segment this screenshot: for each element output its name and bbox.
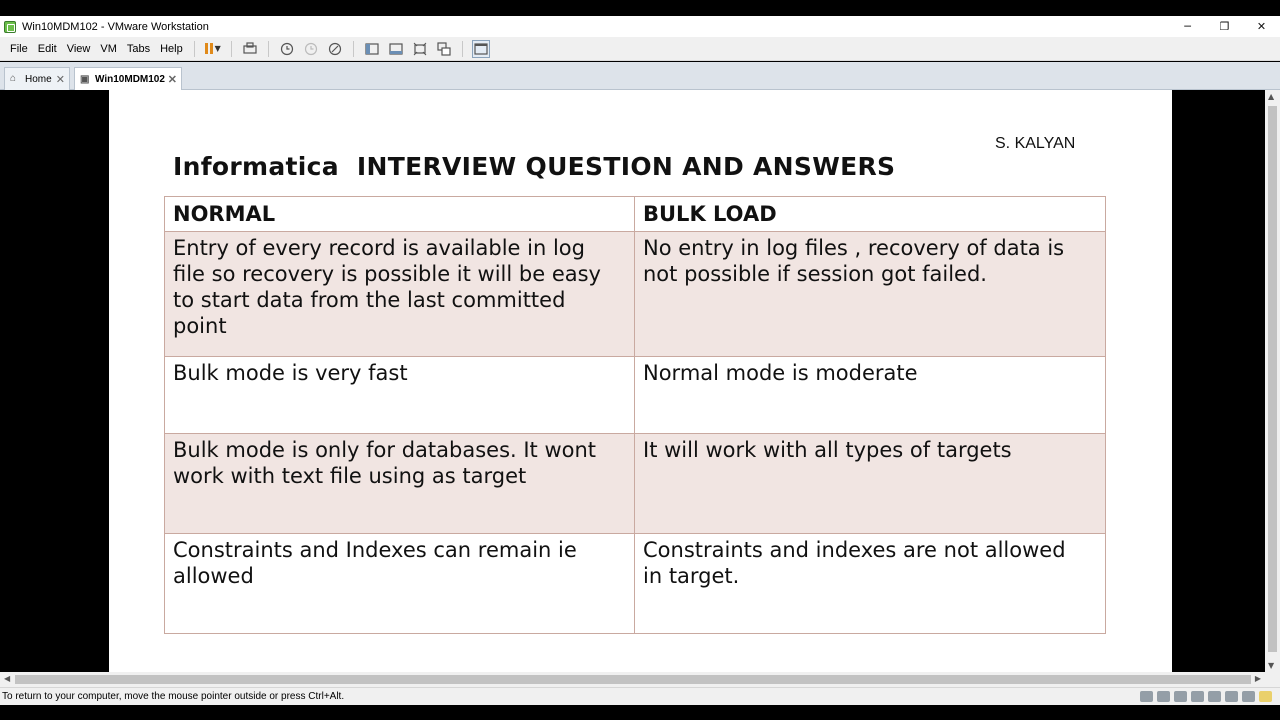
close-button[interactable]: ✕	[1256, 20, 1267, 33]
menu-tabs[interactable]: Tabs	[126, 42, 151, 55]
menu-toolbar	[0, 37, 1280, 61]
unity-icon	[437, 42, 451, 56]
pause-icon	[205, 43, 213, 54]
window-controls	[1169, 16, 1280, 37]
horizontal-scroll-thumb[interactable]	[15, 675, 1251, 684]
hard-disk-icon[interactable]	[1140, 691, 1153, 702]
header-normal: NORMAL	[165, 197, 635, 232]
toolbar-separator	[194, 41, 195, 57]
snapshot-manager-icon	[328, 42, 342, 56]
pause-button[interactable]	[204, 40, 222, 58]
slide	[109, 90, 1172, 672]
menu-edit[interactable]: Edit	[37, 42, 57, 55]
sound-card-icon[interactable]	[1208, 691, 1221, 702]
snapshot-button[interactable]	[278, 40, 296, 58]
toolbar-separator	[268, 41, 269, 57]
window-titlebar[interactable]	[0, 16, 1280, 37]
vertical-scroll-thumb[interactable]	[1268, 106, 1277, 652]
scrollbar-corner	[1265, 672, 1280, 687]
status-bar	[0, 687, 1280, 705]
window-title: Win10MDM102 - VMware Workstation	[22, 20, 209, 33]
horizontal-scrollbar[interactable]	[0, 672, 1265, 687]
menu-file[interactable]: File	[10, 42, 28, 55]
toolbar-separator	[353, 41, 354, 57]
menu-view[interactable]: View	[66, 42, 91, 55]
table-cell: Entry of every record is available in log file so recovery is possible it will be easy to start data from the last committed point	[165, 232, 635, 357]
printer-icon[interactable]	[1225, 691, 1238, 702]
console-view-icon	[474, 42, 488, 56]
minimize-button[interactable]: ─	[1184, 20, 1191, 33]
usb-controller-icon[interactable]	[1191, 691, 1204, 702]
close-icon[interactable]: ✕	[167, 74, 177, 86]
slide-title: Informatica INTERVIEW QUESTION AND ANSWERS	[173, 152, 896, 181]
table-header-row	[165, 197, 1106, 232]
table-row	[165, 434, 1106, 534]
bottom-black-bar	[0, 705, 1280, 720]
slide-author: S. KALYAN	[995, 135, 1076, 152]
console-view-button[interactable]	[472, 40, 490, 58]
vm-icon: ▣	[80, 73, 90, 85]
toolbar-separator	[462, 41, 463, 57]
chevron-down-icon[interactable]: ▼	[214, 44, 221, 53]
menu-help[interactable]: Help	[160, 42, 183, 55]
comparison-table	[164, 196, 1106, 634]
close-icon[interactable]: ✕	[55, 74, 65, 86]
cd-dvd-icon[interactable]	[1157, 691, 1170, 702]
keyboard-icon	[243, 42, 257, 56]
tab-win10mdm102[interactable]	[74, 67, 182, 91]
tab-vm-label: Win10MDM102	[95, 74, 165, 85]
home-icon: ⌂	[10, 73, 17, 84]
table-cell: Bulk mode is only for databases. It wont work with text file using as target	[165, 434, 635, 534]
tab-bar	[0, 62, 1280, 90]
top-black-bar	[0, 0, 1280, 16]
table-cell: Constraints and Indexes can remain ie allowed	[165, 534, 635, 634]
device-status-icons	[1140, 691, 1272, 702]
network-adapter-icon[interactable]	[1174, 691, 1187, 702]
vertical-scrollbar[interactable]	[1265, 90, 1280, 672]
send-ctrl-alt-del-button[interactable]	[241, 40, 259, 58]
table-row	[165, 534, 1106, 634]
message-log-icon[interactable]	[1259, 691, 1272, 702]
scroll-up-icon[interactable]: ▲	[1268, 92, 1275, 101]
tab-home[interactable]	[4, 67, 70, 90]
full-screen-icon	[413, 42, 427, 56]
tab-home-label: Home	[25, 73, 52, 85]
scroll-down-icon[interactable]: ▼	[1268, 661, 1275, 670]
table-cell: No entry in log files , recovery of data is not possible if session got failed.	[635, 232, 1106, 357]
status-message: To return to your computer, move the mouse pointer outside or press Ctrl+Alt.	[2, 691, 345, 702]
scroll-left-icon[interactable]: ◀	[4, 674, 11, 683]
table-cell: Bulk mode is very fast	[165, 357, 635, 434]
unity-button[interactable]	[435, 40, 453, 58]
vmware-app-icon	[4, 21, 16, 33]
display-icon[interactable]	[1242, 691, 1255, 702]
snapshot-icon	[280, 42, 294, 56]
snapshot-manager-button[interactable]	[326, 40, 344, 58]
table-row	[165, 232, 1106, 357]
revert-snapshot-button[interactable]	[302, 40, 320, 58]
scroll-right-icon[interactable]: ▶	[1254, 674, 1261, 683]
toolbar-separator	[231, 41, 232, 57]
library-icon	[365, 42, 379, 56]
restore-button[interactable]: ❐	[1219, 20, 1230, 33]
revert-icon	[304, 42, 318, 56]
table-cell: Normal mode is moderate	[635, 357, 1106, 434]
thumbnail-bar-button[interactable]	[387, 40, 405, 58]
table-cell: It will work with all types of targets	[635, 434, 1106, 534]
guest-display[interactable]	[0, 90, 1265, 672]
menu-vm[interactable]: VM	[100, 42, 117, 55]
full-screen-button[interactable]	[411, 40, 429, 58]
table-cell: Constraints and indexes are not allowed in target.	[635, 534, 1106, 634]
show-library-button[interactable]	[363, 40, 381, 58]
thumbnail-icon	[389, 42, 403, 56]
table-row	[165, 357, 1106, 434]
header-bulk-load: BULK LOAD	[635, 197, 1106, 232]
